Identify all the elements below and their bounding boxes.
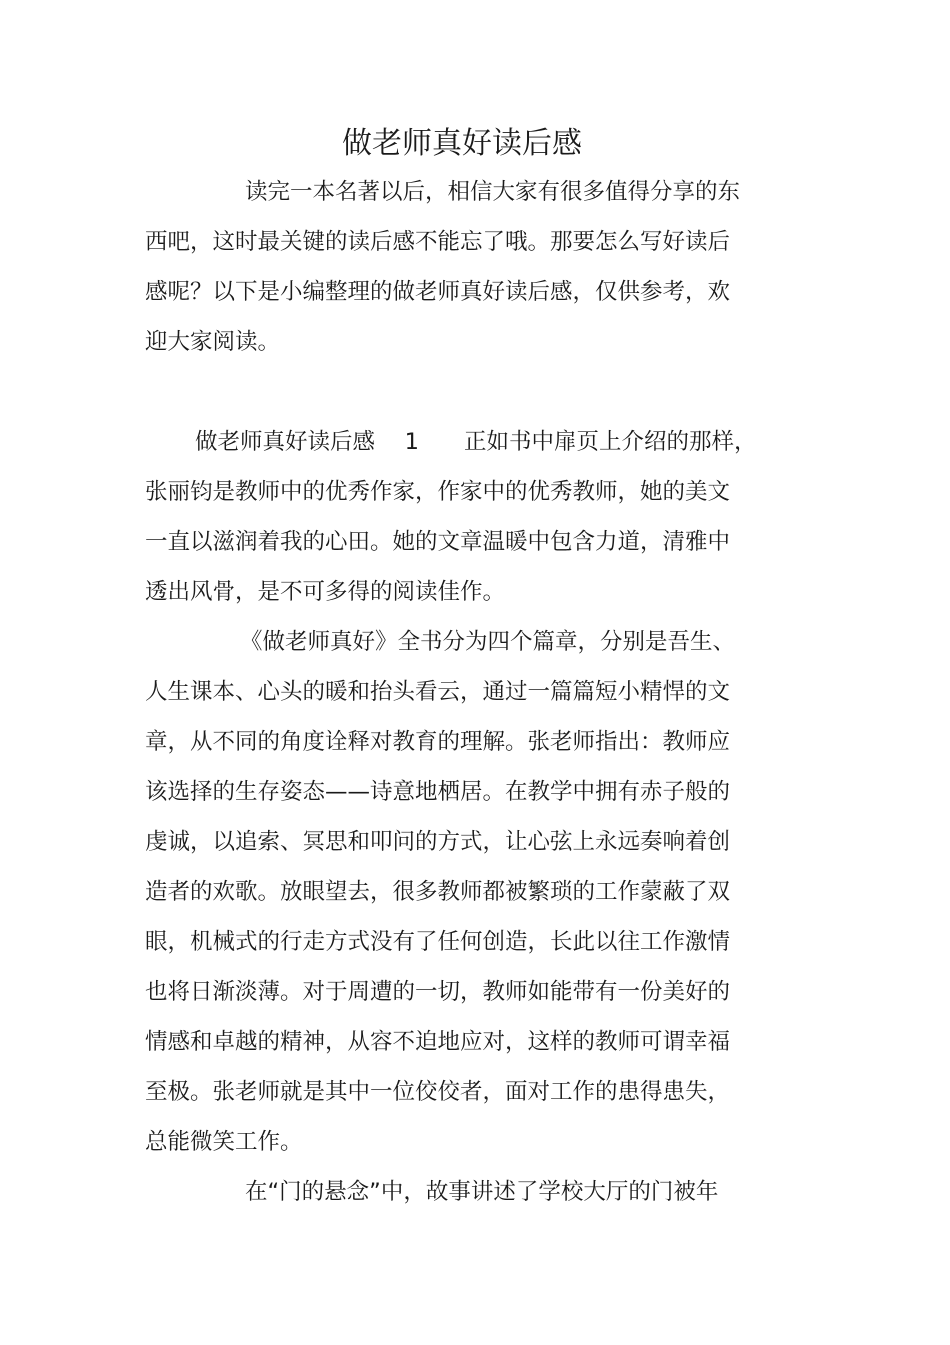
paragraph-line: 读完一本名著以后，相信大家有很多值得分享的东: [245, 179, 741, 205]
paragraph-line: 虔诚，以追索、冥思和叩问的方式，让心弦上永远奏响着创: [145, 829, 731, 855]
paragraph-line: 西吧，这时最关键的读后感不能忘了哦。那要怎么写好读后: [145, 229, 731, 255]
paragraph-line: 眼，机械式的行走方式没有了任何创造，长此以往工作激情: [145, 929, 731, 955]
paragraph-line: 张丽钧是教师中的优秀作家，作家中的优秀教师，她的美文: [145, 479, 731, 505]
paragraph-line: 迎大家阅读。: [145, 329, 281, 355]
section-heading-line: 做老师真好读后感 1 正如书中扉页上介绍的那样，: [195, 429, 757, 455]
paragraph-line: 造者的欢歌。放眼望去，很多教师都被繁琐的工作蒙蔽了双: [145, 879, 731, 905]
paragraph-line: 该选择的生存姿态——诗意地栖居。在教学中拥有赤子般的: [145, 779, 731, 805]
paragraph-line: 总能微笑工作。: [145, 1129, 303, 1155]
paragraph-line: 感呢？以下是小编整理的做老师真好读后感，仅供参考，欢: [145, 279, 731, 305]
paragraph-line: 也将日渐淡薄。对于周遭的一切，教师如能带有一份美好的: [145, 979, 731, 1005]
paragraph-line: 在“门的悬念”中，故事讲述了学校大厅的门被年: [245, 1179, 719, 1205]
paragraph-line: 章，从不同的角度诠释对教育的理解。张老师指出：教师应: [145, 729, 731, 755]
paragraph-line: 至极。张老师就是其中一位佼佼者，面对工作的患得患失，: [145, 1079, 731, 1105]
paragraph-line: 人生课本、心头的暖和抬头看云，通过一篇篇短小精悍的文: [145, 679, 731, 705]
paragraph-line: 透出风骨，是不可多得的阅读佳作。: [145, 579, 506, 605]
paragraph-line: 情感和卓越的精神，从容不迫地应对，这样的教师可谓幸福: [145, 1029, 731, 1055]
document-title: 做老师真好读后感: [342, 126, 582, 161]
paragraph-line: 《做老师真好》全书分为四个篇章，分别是吾生、: [240, 629, 736, 655]
paragraph-line: 一直以滋润着我的心田。她的文章温暖中包含力道，清雅中: [145, 529, 731, 555]
